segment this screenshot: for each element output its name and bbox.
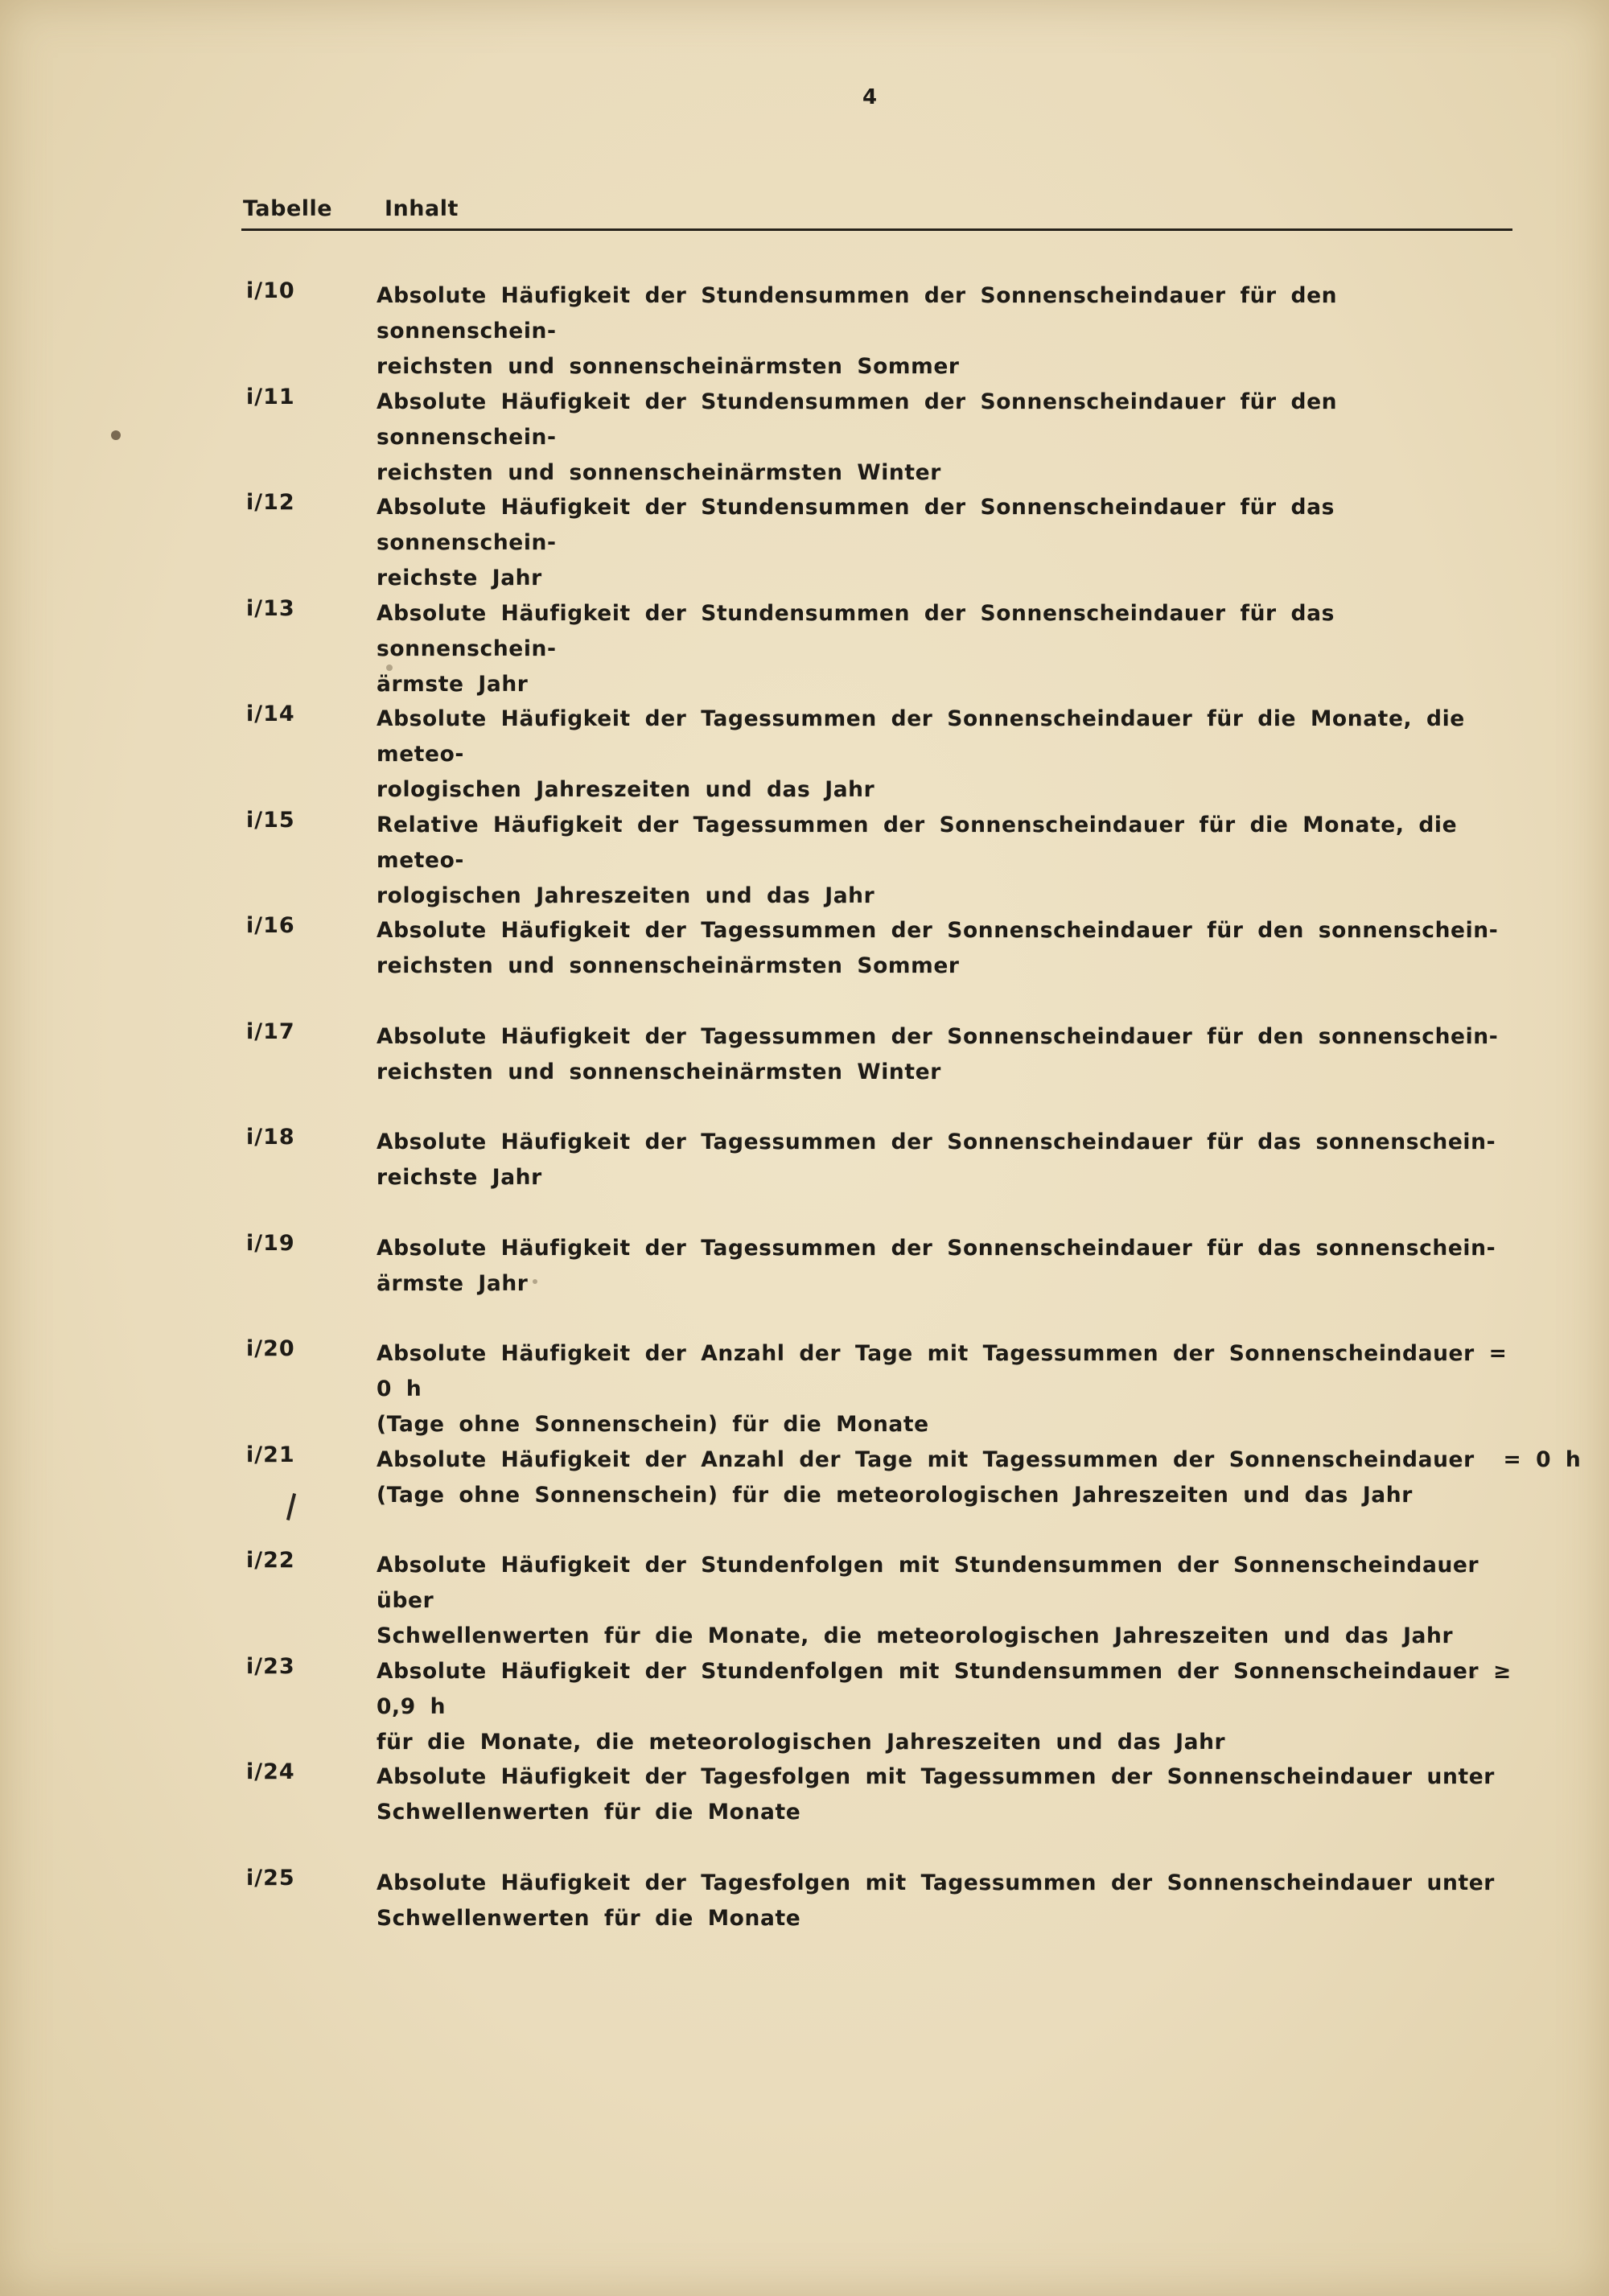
table-description	[377, 1759, 1519, 1830]
table-row	[0, 1442, 1609, 1549]
table-number: i/13	[246, 595, 295, 621]
description-line: Schwellenwerten für die Monate	[377, 1800, 801, 1825]
description-line: Absolute Häufigkeit der Stundensummen der Sonnenscheindauer für den sonnenschein-	[377, 283, 1338, 344]
description-line: Absolute Häufigkeit der Anzahl der Tage mit Tagessummen der Sonnenscheindauer = 0 h	[377, 1446, 1582, 1472]
description-line: für die Monate, die meteorologischen Jahreszeiten und das Jahr	[377, 1729, 1226, 1755]
description-line: Absolute Häufigkeit der Tagessummen der Sonnenscheindauer für das sonnenschein-	[377, 1129, 1496, 1154]
table-description	[377, 1231, 1519, 1302]
table-description	[377, 808, 1519, 914]
table-description	[377, 1654, 1519, 1760]
column-header-table: Tabelle	[243, 196, 333, 221]
table-number: i/19	[246, 1230, 295, 1256]
description-line: Absolute Häufigkeit der Tagessummen der Sonnenscheindauer für das sonnenschein-	[377, 1235, 1496, 1261]
table-row	[0, 278, 1609, 385]
table-number: i/20	[246, 1336, 295, 1361]
description-line: reichsten und sonnenscheinärmsten Winter	[377, 459, 941, 485]
table-row	[0, 1125, 1609, 1231]
description-line: ärmste Jahr	[377, 671, 529, 697]
description-line: (Tage ohne Sonnenschein) für die Monate	[377, 1412, 929, 1437]
table-row	[0, 490, 1609, 596]
table-row	[0, 1019, 1609, 1125]
description-line: reichste Jahr	[377, 1165, 542, 1190]
description-line: rologischen Jahreszeiten und das Jahr	[377, 777, 875, 802]
column-header-content: Inhalt	[385, 196, 459, 221]
description-line: reichsten und sonnenscheinärmsten Sommer	[377, 953, 960, 978]
table-number: i/22	[246, 1548, 295, 1573]
table-description	[377, 385, 1519, 491]
description-line: Absolute Häufigkeit der Stundenfolgen mit Stundensummen der Sonnenscheindauer über	[377, 1553, 1479, 1613]
table-description	[377, 913, 1519, 984]
description-line: Absolute Häufigkeit der Tagesfolgen mit Tagessummen der Sonnenscheindauer unter	[377, 1764, 1495, 1789]
table-number: i/25	[246, 1865, 295, 1891]
table-row	[0, 1866, 1609, 1972]
description-line: Schwellenwerten für die Monate	[377, 1905, 801, 1931]
description-line: Absolute Häufigkeit der Stundensummen der Sonnenscheindauer für das sonnenschein-	[377, 600, 1335, 661]
description-line: Absolute Häufigkeit der Tagesfolgen mit Tagessummen der Sonnenscheindauer unter	[377, 1870, 1495, 1895]
table-number: i/14	[246, 702, 295, 726]
table-row	[0, 1654, 1609, 1760]
description-line: Absolute Häufigkeit der Stundensummen der Sonnenscheindauer für den sonnenschein-	[377, 389, 1338, 450]
page-number: 4	[862, 85, 878, 109]
table-row	[0, 1759, 1609, 1866]
table-number: i/21	[246, 1442, 295, 1467]
table-description	[377, 1125, 1519, 1195]
table-number: i/18	[246, 1125, 295, 1150]
table-row	[0, 1336, 1609, 1442]
table-row	[0, 596, 1609, 702]
description-line: Absolute Häufigkeit der Tagessummen der Sonnenscheindauer für den sonnenschein-	[377, 918, 1499, 943]
description-line: Schwellenwerten für die Monate, die meteorologischen Jahreszeiten und das Jahr	[377, 1623, 1454, 1648]
table-row	[0, 913, 1609, 1019]
table-description	[377, 596, 1519, 702]
table-description	[377, 490, 1519, 596]
description-line: reichsten und sonnenscheinärmsten Sommer	[377, 354, 960, 379]
table-number: i/23	[246, 1653, 295, 1679]
table-description	[377, 1442, 1582, 1513]
table-description	[377, 1336, 1519, 1442]
description-line: Absolute Häufigkeit der Anzahl der Tage mit Tagessummen der Sonnenscheindauer = 0 h	[377, 1341, 1508, 1401]
table-number: i/17	[246, 1018, 295, 1044]
description-line: Absolute Häufigkeit der Stundensummen der Sonnenscheindauer für das sonnenschein-	[377, 495, 1335, 555]
table-row	[0, 1231, 1609, 1337]
header-rule	[241, 228, 1512, 231]
table-number: i/24	[246, 1759, 295, 1784]
table-number: i/12	[246, 490, 295, 515]
table-row	[0, 808, 1609, 914]
table-number: i/16	[246, 913, 295, 938]
table-description	[377, 1019, 1519, 1090]
description-line: Absolute Häufigkeit der Tagessummen der Sonnenscheindauer für den sonnenschein-	[377, 1023, 1499, 1049]
table-number: i/15	[246, 807, 295, 833]
table-description	[377, 278, 1519, 385]
table-description	[377, 1866, 1519, 1936]
table-number: i/10	[246, 278, 295, 303]
table-of-contents-list	[0, 278, 1609, 1971]
description-line: reichste Jahr	[377, 566, 542, 590]
description-line: Relative Häufigkeit der Tagessummen der Sonnenscheindauer für die Monate, die meteo-	[377, 812, 1458, 873]
description-line: rologischen Jahreszeiten und das Jahr	[377, 883, 875, 908]
description-line: (Tage ohne Sonnenschein) für die meteorologischen Jahreszeiten und das Jahr	[377, 1482, 1413, 1508]
table-row	[0, 385, 1609, 491]
table-number: i/11	[246, 384, 295, 409]
table-row	[0, 1548, 1609, 1654]
description-line: Absolute Häufigkeit der Stundenfolgen mit Stundensummen der Sonnenscheindauer ≥ 0,9 h	[377, 1658, 1512, 1719]
description-line: ärmste Jahr	[377, 1270, 529, 1296]
table-description	[377, 1548, 1519, 1654]
description-line: reichsten und sonnenscheinärmsten Winter	[377, 1059, 941, 1084]
description-line: Absolute Häufigkeit der Tagessummen der Sonnenscheindauer für die Monate, die meteo-	[377, 706, 1465, 767]
table-row	[0, 702, 1609, 808]
table-description	[377, 702, 1519, 808]
